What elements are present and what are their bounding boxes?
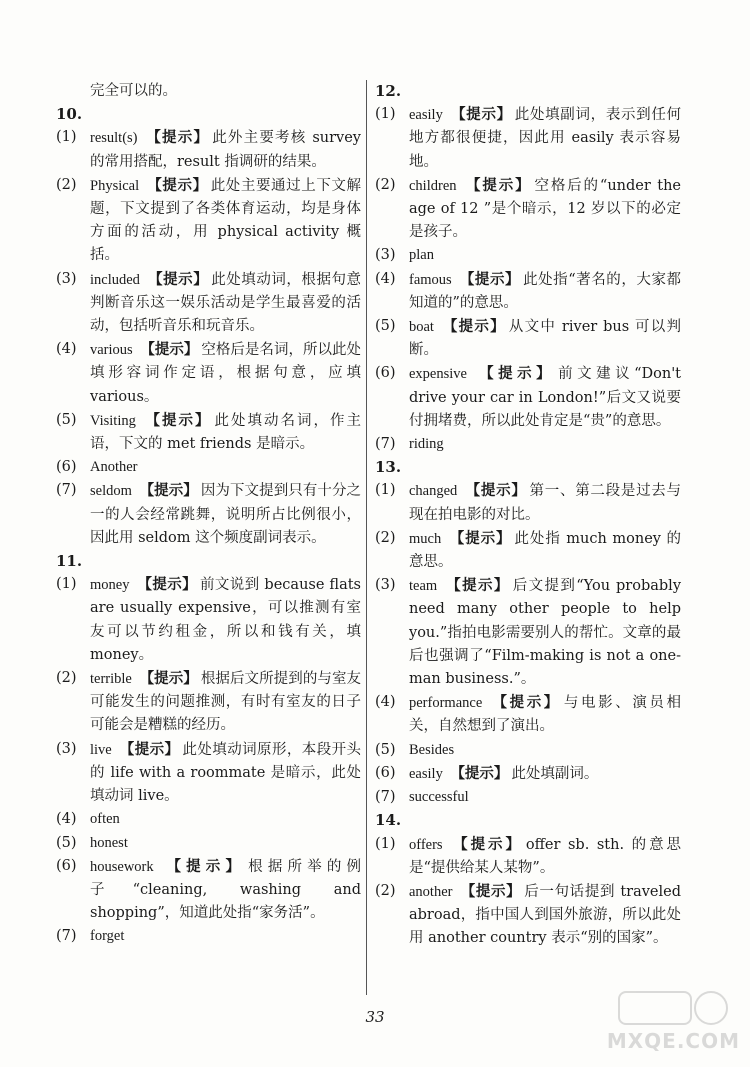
hint-tag: 【提示】 <box>453 835 523 853</box>
answer-word: forget <box>90 928 125 945</box>
list-item <box>56 174 361 268</box>
item-number: (4) <box>375 694 396 711</box>
hint-text: 后文提到“You probably need many other people to help you.”指拍电影需要别人的帮忙。文章的最后也强调了“Film-making is not a one-man business.”。 <box>409 578 682 688</box>
hint-text: 根据所举的例子“cleaning, washing and shopping”，知道此处指“家务活”。 <box>90 858 362 922</box>
hint-text: 此处主要通过上下文解题，下文提到了各类体育运动，均是身体方面的活动，用 physical activity 概括。 <box>90 177 362 264</box>
item-number: (4) <box>375 270 396 287</box>
list-item <box>56 573 361 667</box>
item-number: (7) <box>375 436 396 453</box>
section-13-items <box>375 479 681 809</box>
hint-tag: 【提示】 <box>140 341 199 359</box>
item-number: (6) <box>375 365 396 382</box>
list-item <box>56 667 361 738</box>
hint-tag: 【提示】 <box>148 270 209 288</box>
item-number: (3) <box>56 270 77 287</box>
hint-text: 与电影、演员相关，自然想到了演出。 <box>409 695 682 735</box>
answer-word: live <box>90 741 112 758</box>
answer-word: Besides <box>409 741 455 758</box>
hint-text: 从文中 river bus 可以判断。 <box>409 319 681 359</box>
section-11-items <box>56 573 361 948</box>
item-number: (2) <box>375 882 396 899</box>
item-number: (4) <box>56 341 77 358</box>
answer-word: honest <box>90 834 128 851</box>
item-number: (2) <box>375 176 396 193</box>
hint-text: 根据后文所提到的与室友可能发生的问题推测，有时有室友的日子可能会是糟糕的经历。 <box>90 671 362 734</box>
hint-text: 空格后的“under the age of 12 ”是个暗示，12 岁以下的必定是孩子。 <box>409 177 682 241</box>
hint-text: 此处填副词。 <box>511 765 599 782</box>
hint-text: 前文说到 because flats are usually expensive，可以推测有室友可以节约租金，所以和钱有关，填 money。 <box>90 577 361 663</box>
item-number: (3) <box>375 247 396 264</box>
section-11-number: 11. <box>56 552 83 571</box>
hint-tag: 【提示】 <box>460 882 522 900</box>
item-number: (6) <box>56 459 77 476</box>
list-item <box>375 739 681 762</box>
hint-tag: 【提示】 <box>450 764 509 782</box>
item-number: (5) <box>375 318 396 335</box>
answer-word: much <box>409 530 442 547</box>
hint-tag: 【提示】 <box>466 176 532 194</box>
answer-word: seldom <box>90 483 132 500</box>
list-item <box>375 880 681 951</box>
item-number: (1) <box>375 106 396 123</box>
item-number: (2) <box>56 176 77 193</box>
list-item <box>375 103 681 174</box>
answer-word: offers <box>409 836 443 853</box>
item-number: (5) <box>375 741 396 758</box>
answer-word: changed <box>409 483 458 500</box>
answer-word: famous <box>409 271 452 288</box>
list-item <box>375 174 681 245</box>
right-column <box>375 80 681 951</box>
answer-word: easily <box>409 107 443 124</box>
list-item <box>375 691 681 738</box>
hint-text: 前文建议“Don't drive your car in London!”后文又说要付拥堵费，所以此处肯定是“贵”的意思。 <box>409 366 682 429</box>
hint-text: 此处填动词，根据句意判断音乐这一娱乐活动是学生最喜爱的活动，包括听音乐和玩音乐。 <box>90 271 362 335</box>
list-item <box>56 126 361 173</box>
section-12-items <box>375 103 681 456</box>
list-item <box>56 409 361 456</box>
answer-word: money <box>90 577 130 594</box>
answer-word: often <box>90 811 120 828</box>
answer-word: performance <box>409 695 483 712</box>
answer-word: expensive <box>409 366 467 383</box>
hint-tag: 【提示】 <box>449 529 512 547</box>
hint-tag: 【提示】 <box>465 482 527 500</box>
answer-word: housework <box>90 858 154 875</box>
answer-word: plan <box>409 247 434 264</box>
item-number: (1) <box>375 835 396 852</box>
answer-word: Another <box>90 459 138 476</box>
section-13-number: 13. <box>375 458 402 477</box>
left-column <box>56 80 361 949</box>
list-item <box>56 808 361 831</box>
hint-text: 后一句话提到 traveled abroad，指中国人到国外旅游，所以此处用 another country 表示“别的国家”。 <box>409 883 682 947</box>
column-divider <box>366 80 367 995</box>
list-item <box>375 527 681 574</box>
list-item <box>56 925 361 948</box>
list-item <box>56 832 361 855</box>
hint-text: 此处指“著名的，大家都知道的”的意思。 <box>409 271 682 311</box>
list-item <box>375 433 681 456</box>
hint-tag: 【提示】 <box>119 740 180 758</box>
item-number: (6) <box>56 857 77 874</box>
list-item <box>375 362 681 433</box>
hint-tag: 【提示】 <box>139 482 198 500</box>
list-item <box>56 338 361 409</box>
item-number: (1) <box>375 482 396 499</box>
item-number: (3) <box>56 740 77 757</box>
section-14-number: 14. <box>375 811 402 830</box>
hint-text: 此处指 much money 的意思。 <box>409 530 682 571</box>
answer-word: Visiting <box>90 412 136 429</box>
section-14-items <box>375 833 681 951</box>
page-number: 33 <box>365 1008 385 1026</box>
hint-tag: 【提示】 <box>446 577 510 595</box>
intro-continuation: 完全可以的。 <box>90 83 177 99</box>
list-item <box>56 479 361 550</box>
answer-word: riding <box>409 436 444 453</box>
watermark <box>607 991 740 1053</box>
list-item <box>56 855 361 926</box>
hint-tag: 【提示】 <box>145 411 212 429</box>
list-item <box>375 268 681 315</box>
list-item <box>375 244 681 267</box>
hint-tag: 【提示】 <box>492 694 561 712</box>
answer-word: easily <box>409 765 443 782</box>
hint-text: offer sb. sth. 的意思是“提供给某人某物”。 <box>409 836 682 876</box>
answer-word: various <box>90 342 133 359</box>
item-number: (7) <box>56 482 77 499</box>
list-item <box>375 479 681 526</box>
item-number: (7) <box>56 928 77 945</box>
item-number: (1) <box>56 576 77 593</box>
hint-text: 此处填动名词，作主语，下文的 met friends 是暗示。 <box>90 412 362 453</box>
list-item <box>375 574 681 691</box>
hint-text: 此外主要考核 survey 的常用搭配，result 指调研的结果。 <box>90 130 361 170</box>
hint-tag: 【提示】 <box>139 670 198 688</box>
hint-tag: 【提示】 <box>451 106 512 124</box>
hint-tag: 【提示】 <box>166 857 246 875</box>
list-item <box>375 833 681 880</box>
watermark-text: MXQE.COM <box>606 1029 740 1053</box>
hint-tag: 【提示】 <box>479 365 556 383</box>
item-number: (1) <box>56 129 77 146</box>
list-item <box>375 786 681 809</box>
hint-tag: 【提示】 <box>459 270 521 288</box>
list-item <box>56 456 361 479</box>
answer-word: another <box>409 883 453 900</box>
hint-text: 第一、第二段是过去与现在拍电影的对比。 <box>409 483 682 523</box>
answer-word: terrible <box>90 671 132 688</box>
item-number: (2) <box>56 670 77 687</box>
answer-word: boat <box>409 319 434 336</box>
item-number: (3) <box>375 577 396 594</box>
list-item <box>375 315 681 362</box>
hint-tag: 【提示】 <box>146 129 210 147</box>
hint-text: 此处填副词，表示到任何地方都很便捷，因此用 easily 表示容易地。 <box>409 107 682 170</box>
list-item <box>56 268 361 339</box>
list-item <box>375 762 681 786</box>
item-number: (4) <box>56 811 77 828</box>
answer-word: result(s) <box>90 130 138 147</box>
answer-word: included <box>90 271 140 288</box>
section-12-number: 12. <box>375 82 402 100</box>
answer-word: children <box>409 177 457 194</box>
item-number: (7) <box>375 789 396 806</box>
watermark-logo-icon <box>607 991 740 1029</box>
hint-text: 因为下文提到只有十分之一的人会经常跳舞，说明所占比例很小，因此用 seldom 这个频度副词表示。 <box>90 483 362 546</box>
item-number: (2) <box>375 529 396 546</box>
hint-tag: 【提示】 <box>442 318 506 336</box>
hint-tag: 【提示】 <box>137 576 197 594</box>
item-number: (5) <box>56 411 77 428</box>
hint-text: 此处填动词原形，本段开头的 life with a roommate 是暗示，此处填动词 live。 <box>90 741 362 805</box>
list-item <box>56 738 361 809</box>
item-number: (6) <box>375 764 396 781</box>
hint-tag: 【提示】 <box>147 176 208 194</box>
answer-word: successful <box>409 789 469 806</box>
section-10-items <box>56 126 361 550</box>
hint-text: 空格后是名词，所以此处填形容词作定语，根据句意，应填 various。 <box>90 342 362 405</box>
answer-word: Physical <box>90 177 140 194</box>
item-number: (5) <box>56 834 77 851</box>
answer-word: team <box>409 578 438 595</box>
section-10-number: 10. <box>56 105 83 124</box>
